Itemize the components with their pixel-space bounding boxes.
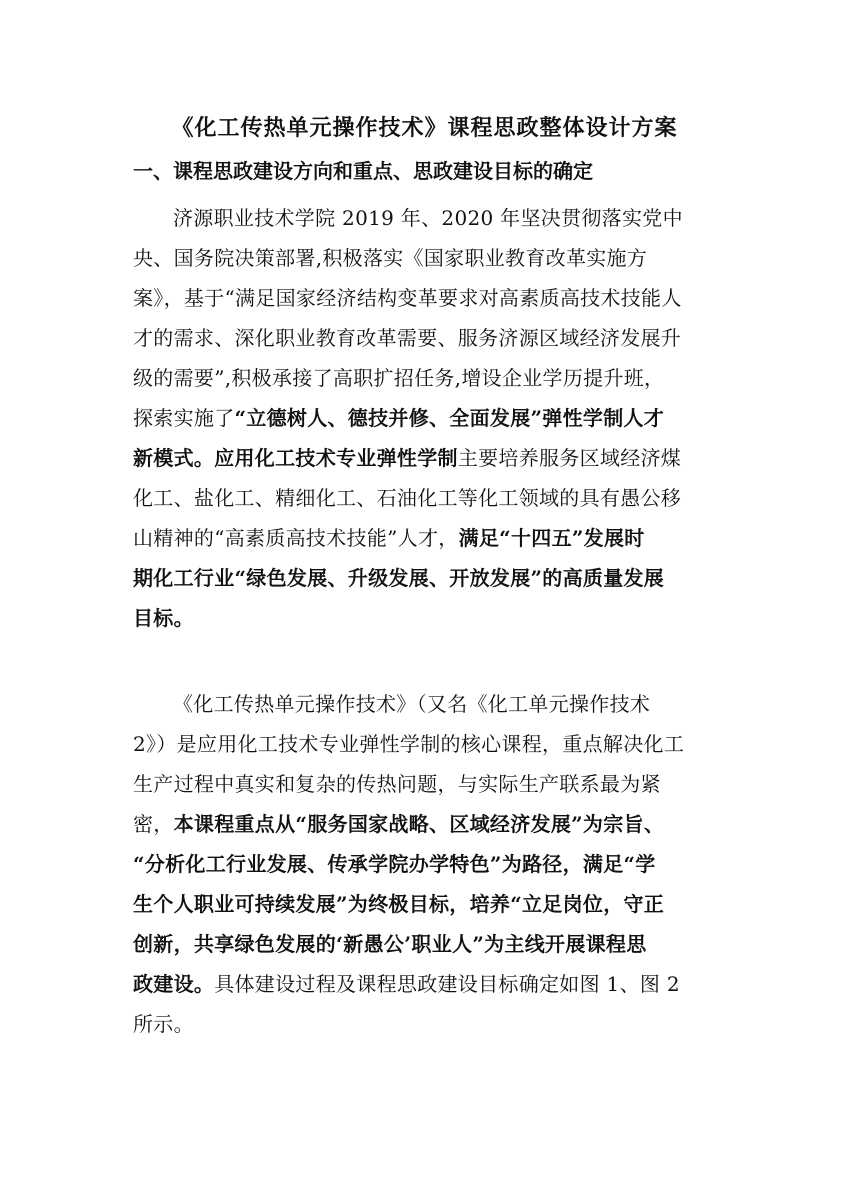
bold-text-run: 政建设。 (133, 972, 215, 996)
bold-text-run: 本课程重点从“服务国家战略、区域经济发展”为宗旨、 (173, 812, 665, 836)
text-line (133, 924, 723, 964)
text-line (133, 884, 723, 924)
text-line (133, 724, 723, 764)
text-line (133, 684, 723, 724)
bold-text-run: 创新，共享绿色发展的‘新愚公’职业人”为主线开展课程思 (133, 932, 647, 956)
text-line (133, 278, 723, 318)
bold-text-run: 期化工行业“绿色发展、升级发展、开放发展”的高质量发展 (133, 566, 665, 590)
text-line (133, 478, 723, 518)
text-line (133, 198, 723, 238)
text-line (133, 558, 723, 598)
text-line (133, 238, 723, 278)
text-line (133, 398, 723, 438)
text-run: 生产过程中真实和复杂的传热问题，与实际生产联系最为紧 (133, 772, 661, 796)
text-line (133, 964, 723, 1004)
text-line (133, 318, 723, 358)
bold-text-run: 生个人职业可持续发展”为终极目标，培养“立足岗位，守正 (133, 892, 665, 916)
text-line (133, 598, 723, 638)
text-run: 央、国务院决策部署,积极落实《国家职业教育改革实施方 (133, 246, 648, 270)
bold-text-run: 满足“十四五”发展时 (458, 526, 645, 550)
text-line (133, 844, 723, 884)
text-run: 密， (133, 812, 174, 836)
text-line (133, 438, 723, 478)
document-title: 《化工传热单元操作技术》课程思政整体设计方案 (171, 115, 678, 141)
text-run: 化工、盐化工、精细化工、石油化工等化工领域的具有愚公移 (133, 486, 682, 510)
text-run: 所示。 (133, 1012, 194, 1036)
section-heading: 一、课程思政建设方向和重点、思政建设目标的确定 (133, 159, 593, 183)
text-run: 山精神的“高素质高技术技能”人才， (133, 526, 459, 550)
bold-text-run: 新模式。应用化工技术专业弹性学制 (133, 446, 458, 470)
paragraph-1 (133, 198, 723, 638)
text-run: 济源职业技术学院 2019 年、2020 年坚决贯彻落实党中 (173, 206, 683, 230)
text-run: 案》，基于“满足国家经济结构变革要求对高素质高技术技能人 (133, 286, 682, 310)
text-line (133, 358, 723, 398)
bold-text-run: “立德树人、德技并修、全面发展”弹性学制人才 (234, 406, 665, 430)
paragraph-2 (133, 684, 723, 1044)
text-line (133, 518, 723, 558)
text-run: 探索实施了 (133, 406, 235, 430)
text-run: 《化工传热单元操作技术》（又名《化工单元操作技术 (173, 692, 651, 716)
text-line (133, 764, 723, 804)
text-run: 才的需求、深化职业教育改革需要、服务济源区域经济发展升 (133, 326, 682, 350)
text-line (133, 804, 723, 844)
bold-text-run: “分析化工行业发展、传承学院办学特色”为路径，满足“学 (133, 852, 656, 876)
text-line (133, 1004, 723, 1044)
text-run: 级的需要”,积极承接了高职扩招任务,增设企业学历提升班， (133, 366, 665, 390)
text-run: 主要培养服务区域经济煤 (457, 446, 682, 470)
text-run: 2》）是应用化工技术专业弹性学制的核心课程，重点解决化工 (133, 732, 685, 756)
text-run: 具体建设过程及课程思政建设目标确定如图 1、图 2 (214, 972, 680, 996)
bold-text-run: 目标。 (133, 606, 194, 630)
